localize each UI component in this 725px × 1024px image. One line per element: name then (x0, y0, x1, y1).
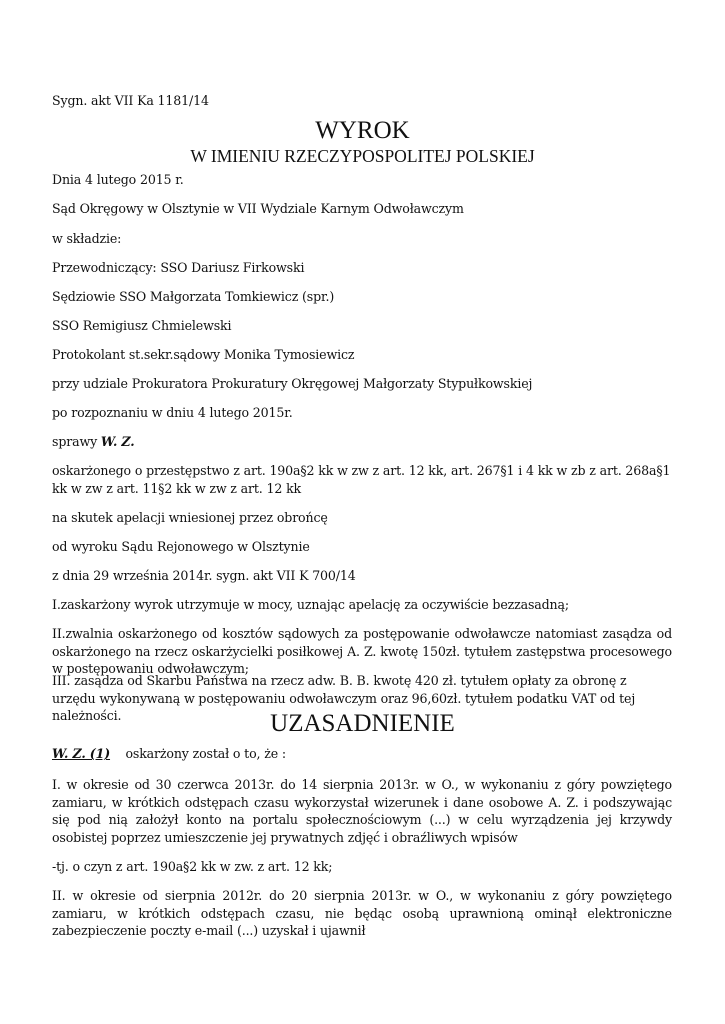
count-1-law: -tj. o czyn z art. 190a§2 kk w zw. z art. 12 kk; (52, 859, 333, 874)
case-prefix: sprawy (52, 434, 98, 449)
case-signature: Sygn. akt VII Ka 1181/14 (52, 93, 209, 108)
document-title: WYROK (315, 117, 410, 144)
court-clerk: Protokolant st.sekr.sądowy Monika Tymosiewicz (52, 347, 355, 362)
charge-text: oskarżonego o przestępstwo z art. 190a§2 kk w zw z art. 12 kk, art. 267§1 i 4 kk w zb z art. 268a§1 kk w zw z art. 11§2 kk w zw z art. 12 kk (52, 463, 671, 496)
lower-judgment-date: z dnia 29 września 2014r. sygn. akt VII K 700/14 (52, 568, 356, 583)
lower-court: od wyroku Sądu Rejonowego w Olsztynie (52, 539, 310, 554)
presiding-judge: Przewodniczący: SSO Dariusz Firkowski (52, 260, 305, 275)
justification-intro: oskarżony został o to, że : (125, 746, 286, 761)
prosecutor: przy udziale Prokuratora Prokuratury Okręgowej Małgorzaty Stypułkowskiej (52, 376, 533, 391)
justification-title: UZASADNIENIE (270, 710, 455, 737)
defendant-reference: W. Z. (1) (52, 746, 111, 761)
second-judge: SSO Remigiusz Chmielewski (52, 318, 232, 333)
justification-intro-line (52, 745, 672, 763)
ruling-1: I.zaskarżony wyrok utrzymuje w mocy, uznając apelację za oczywiście bezzasadną; (52, 597, 569, 612)
document-subtitle: W IMIENIU RZECZYPOSPOLITEJ POLSKIEJ (190, 146, 535, 166)
judges: Sędziowie SSO Małgorzata Tomkiewicz (spr.) (52, 289, 335, 304)
hearing-date: po rozpoznaniu w dniu 4 lutego 2015r. (52, 405, 293, 420)
count-2: II. w okresie od sierpnia 2012r. do 20 sierpnia 2013r. w O., w wykonaniu z góry powziętego zamiaru, w krótkich odstępach czasu, nie będąc osobą uprawnioną ominął elektroniczne zabezpieczenie poczty e-mail (...) uzyskał i ujawnił (52, 888, 672, 938)
ruling-2: II.zwalnia oskarżonego od kosztów sądowych za postępowanie odwoławcze natomiast zasądza od oskarżonego na rzecz oskarżycielki posiłkowej A. Z. kwotę 150zł. tytułem zastępstwa procesowego w postępowaniu odwoławczym; (52, 626, 672, 676)
ruling-3: III. zasądza od Skarbu Państwa na rzecz adw. B. B. kwotę 420 zł. tytułem opłaty za obronę z urzędu wykonywaną w postępowaniu odwoławczym oraz 96,60zł. tytułem podatku VAT od tej należności. (52, 673, 636, 723)
count-1: I. w okresie od 30 czerwca 2013r. do 14 sierpnia 2013r. w O., w wykonaniu z góry powziętego zamiaru, w krótkich odstępach czasu wykorzystał wizerunek i dane osobowe A. Z. i podszywając się pod nią założył konto na portalu społecznościowym (...) w celu wyrządzenia jej krzywdy osobistej poprzez umieszczenie jej prywatnych zdjęć i obraźliwych wpisów (52, 777, 672, 845)
judgment-date: Dnia 4 lutego 2015 r. (52, 172, 184, 187)
composition-label: w składzie: (52, 231, 122, 246)
court-name: Sąd Okręgowy w Olsztynie w VII Wydziale Karnym Odwoławczym (52, 201, 464, 216)
defendant-name: W. Z. (100, 434, 135, 449)
case-line (52, 433, 672, 451)
appeal-text: na skutek apelacji wniesionej przez obrońcę (52, 510, 328, 525)
